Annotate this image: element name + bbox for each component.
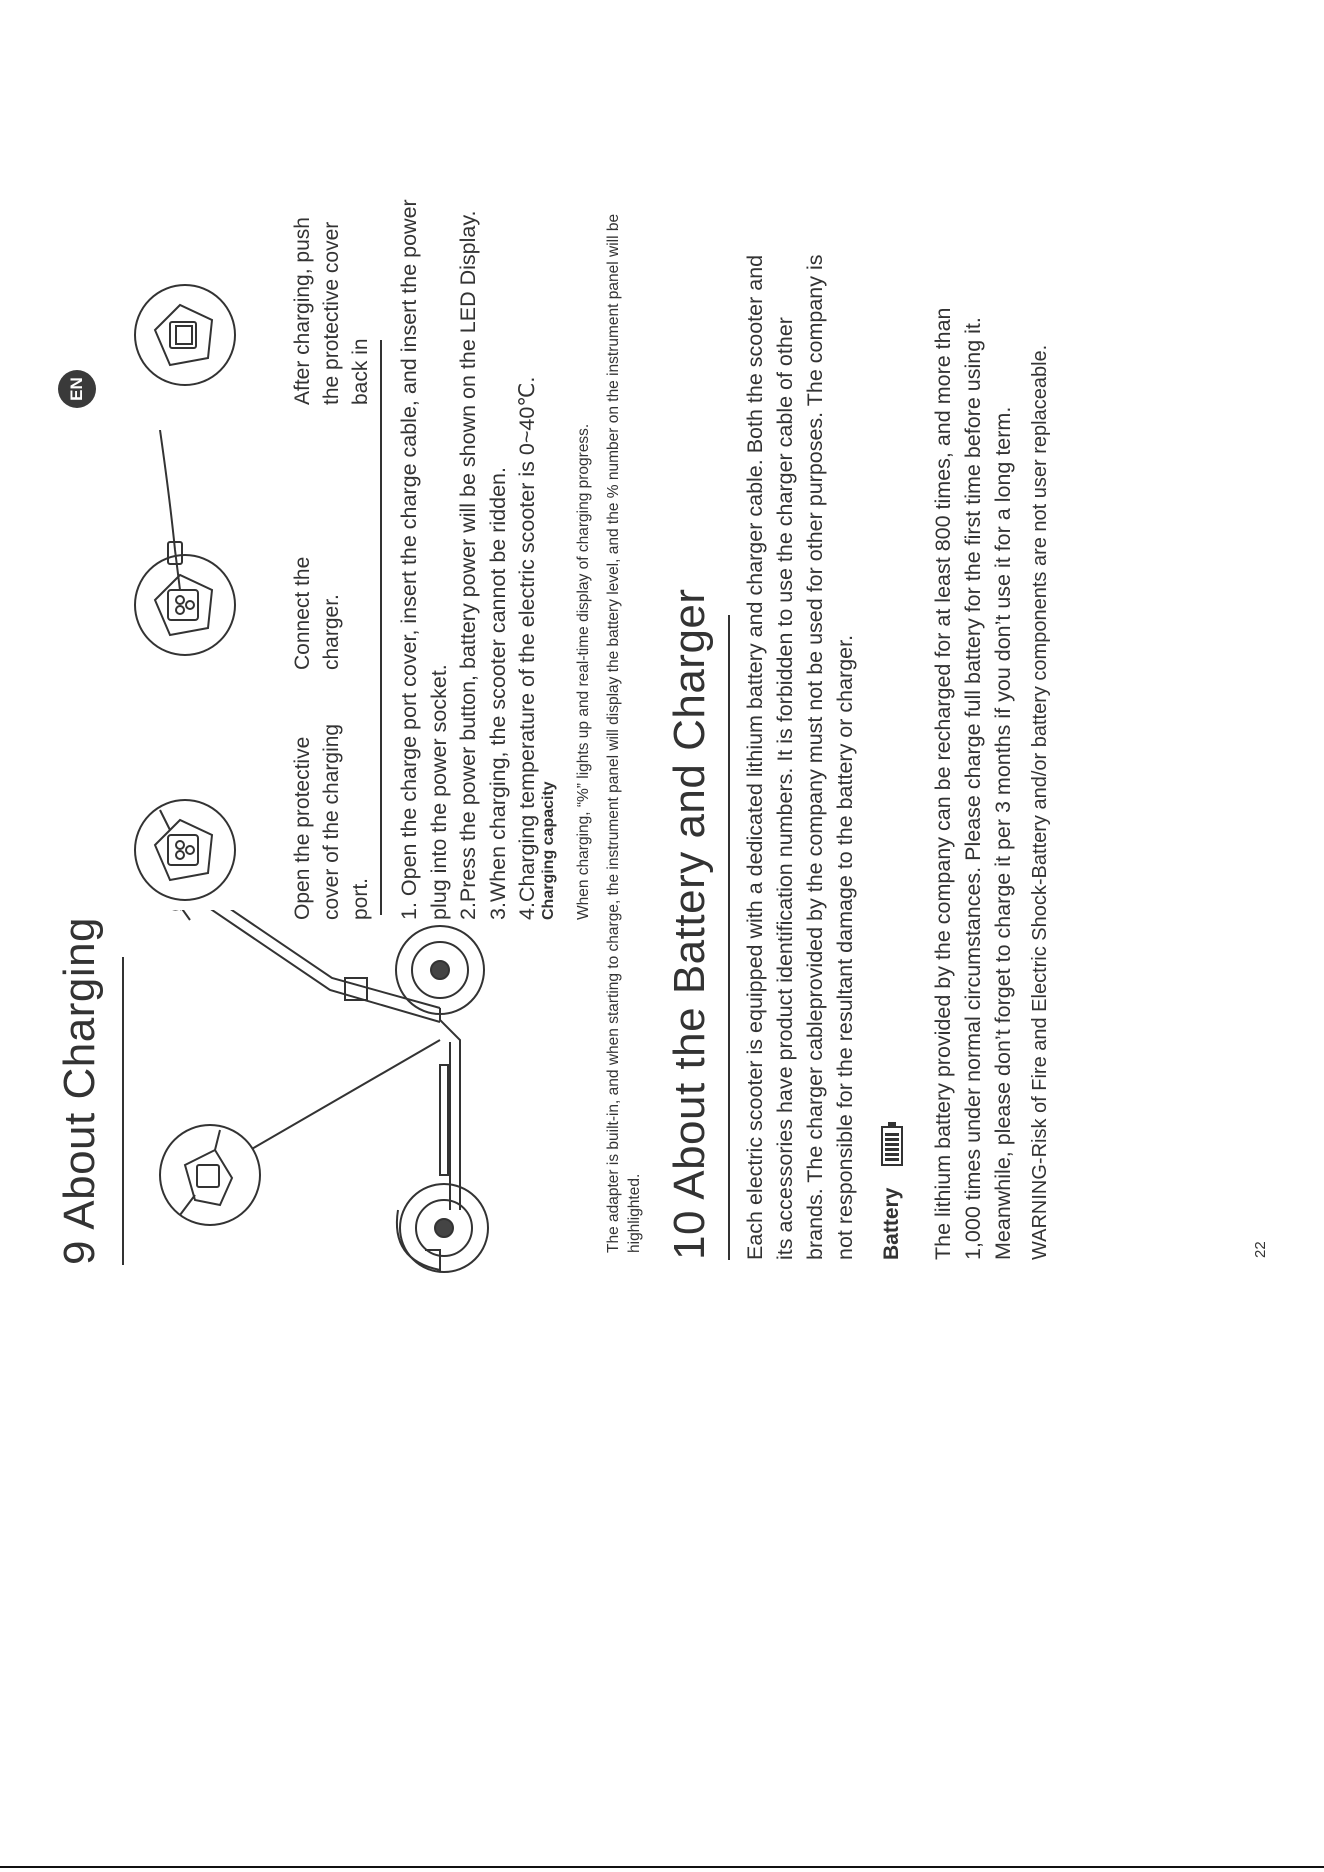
steps-divider xyxy=(380,340,382,915)
step-2-caption: Connect the charger. xyxy=(291,556,343,670)
page-number: 22 xyxy=(1252,1241,1269,1258)
section-9-title: 9 About Charging xyxy=(55,916,104,1265)
step-1-illustration xyxy=(130,795,240,905)
instruction-2: 2.Press the power button, battery power will be shown on the LED Display. xyxy=(456,210,480,920)
battery-text: The lithium battery provided by the company can be recharged for at least 800 times, and more than 1,000 times under normal circumstances. Please charge full battery for the first time before using it. Meanwhile, please don’t forget to charge it per 3 months if you don’t use it for a long term. xyxy=(931,307,1015,1260)
instruction-1: 1. Open the charge port cover, insert the charge cable, and insert the power plug into the power socket. xyxy=(397,199,451,920)
section-10-title: 10 About the Battery and Charger xyxy=(665,588,714,1260)
battery-icon xyxy=(880,1120,904,1166)
battery-heading xyxy=(880,1120,904,1260)
step-2-illustration xyxy=(130,430,240,660)
language-badge: EN xyxy=(58,370,96,408)
warning-text: WARNING-Risk of Fire and Electric Shock-Battery and/or battery components are not user replaceable. xyxy=(1029,344,1051,1260)
charging-capacity-heading: Charging capacity xyxy=(540,781,557,920)
charging-capacity-text: When charging, “%” lights up and real-time display of charging progress. xyxy=(575,423,592,920)
charging-instructions xyxy=(395,185,543,920)
charging-port-zoom xyxy=(160,1125,260,1225)
step-3-caption: After charging, push the protective cover back in xyxy=(291,217,372,405)
battery-charger-intro: Each electric scooter is equipped with a dedicated lithium battery and charger cable. Both the scooter and its accessories have product identification numbers. It is forbidden to use the charger cable of other brands. The charger cableprovided by the company must not be used for other purposes. The company is not responsible for the resultant damage to the battery or charger. xyxy=(743,254,857,1260)
page-bottom-edge xyxy=(0,1866,1324,1868)
section-10-title-rule xyxy=(728,615,730,1260)
scooter-illustration xyxy=(140,910,520,1290)
step-1-caption: Open the protective cover of the charging port. xyxy=(291,723,372,920)
battery-label: Battery xyxy=(880,1187,903,1260)
instruction-4: 4.Charging temperature of the electric scooter is 0~40℃. xyxy=(515,376,539,920)
section-9-title-rule xyxy=(122,957,124,1265)
instruction-3: 3.When charging, the scooter cannot be ridden. xyxy=(485,467,510,920)
adapter-note: The adapter is built-in, and when starting to charge, the instrument panel will display the battery level, and the % number on the instrument panel will be highlighted. xyxy=(605,213,643,1253)
step-3-illustration xyxy=(130,280,240,390)
